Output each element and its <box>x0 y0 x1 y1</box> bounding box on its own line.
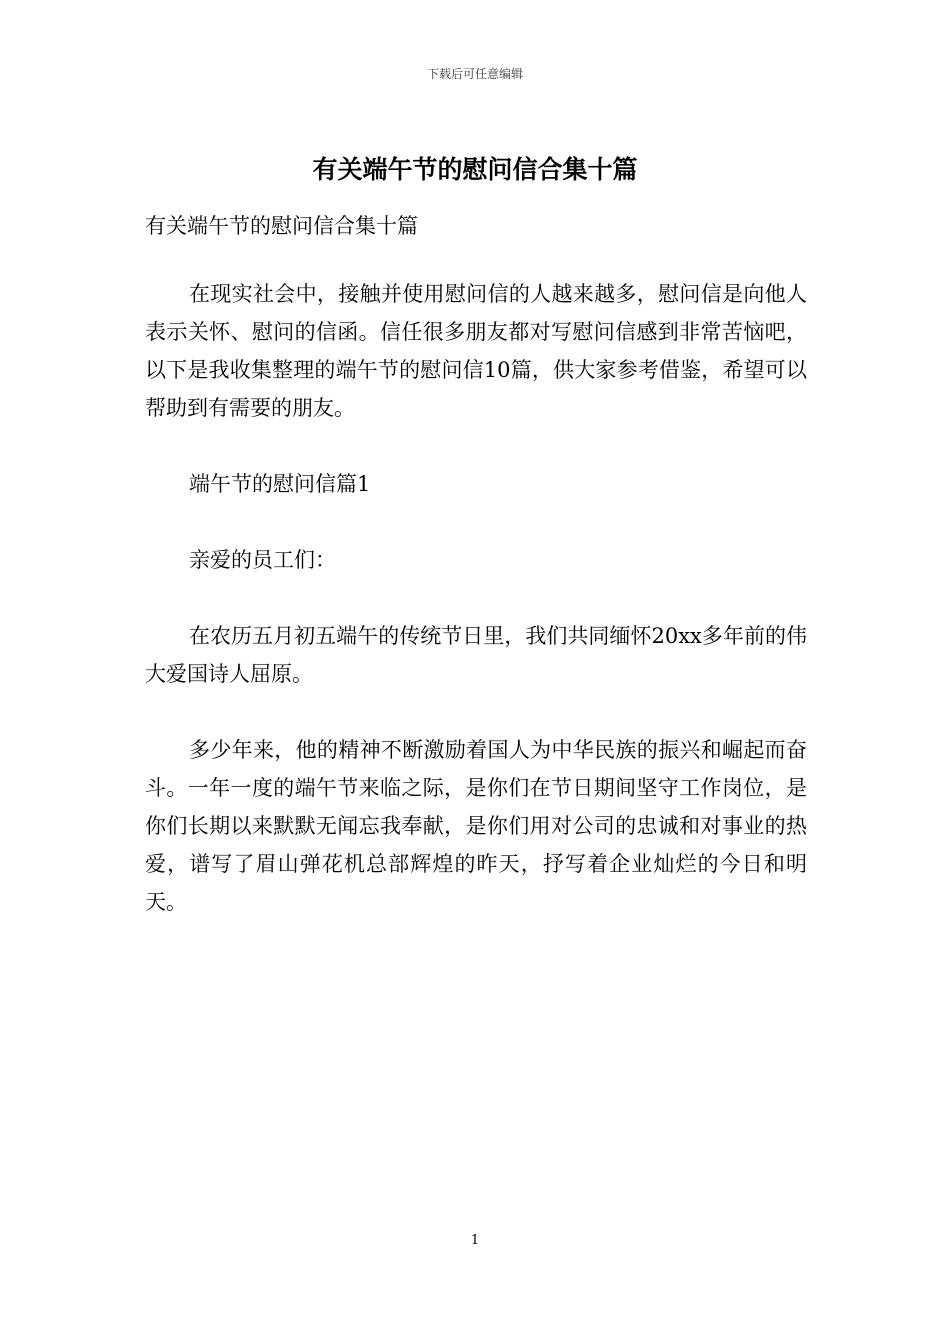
document-body <box>145 207 807 959</box>
salutation: 亲爱的员工们： <box>189 548 336 572</box>
paragraph-body-1: 在农历五月初五端午的传统节日里，我们共同缅怀20xx多年前的伟大爱国诗人屈原。 <box>145 624 807 686</box>
page-number: 1 <box>470 1233 480 1248</box>
section-heading: 端午节的慰问信篇1 <box>189 472 371 496</box>
paragraph-body-2: 多少年来，他的精神不断激励着国人为中华民族的振兴和崛起而奋斗。一年一度的端午节来临之际，是你们在节日期间坚守工作岗位，是你们长期以来默默无闻忘我奉献，是你们用对公司的忠诚和对事业的热爱，谱写了眉山弹花机总部辉煌的昨天，抒写着企业灿烂的今日和明天。 <box>145 738 807 914</box>
document-title: 有关端午节的慰问信合集十篇 <box>312 155 638 184</box>
document-subtitle: 有关端午节的慰问信合集十篇 <box>145 214 418 238</box>
paragraph-intro: 在现实社会中，接触并使用慰问信的人越来越多，慰问信是向他人表示关怀、慰问的信函。信任很多朋友都对写慰问信感到非常苦恼吧，以下是我收集整理的端午节的慰问信10篇，供大家参考借鉴，希望可以帮助到有需要的朋友。 <box>145 282 807 420</box>
header-note: 下载后可任意编辑 <box>426 67 523 81</box>
